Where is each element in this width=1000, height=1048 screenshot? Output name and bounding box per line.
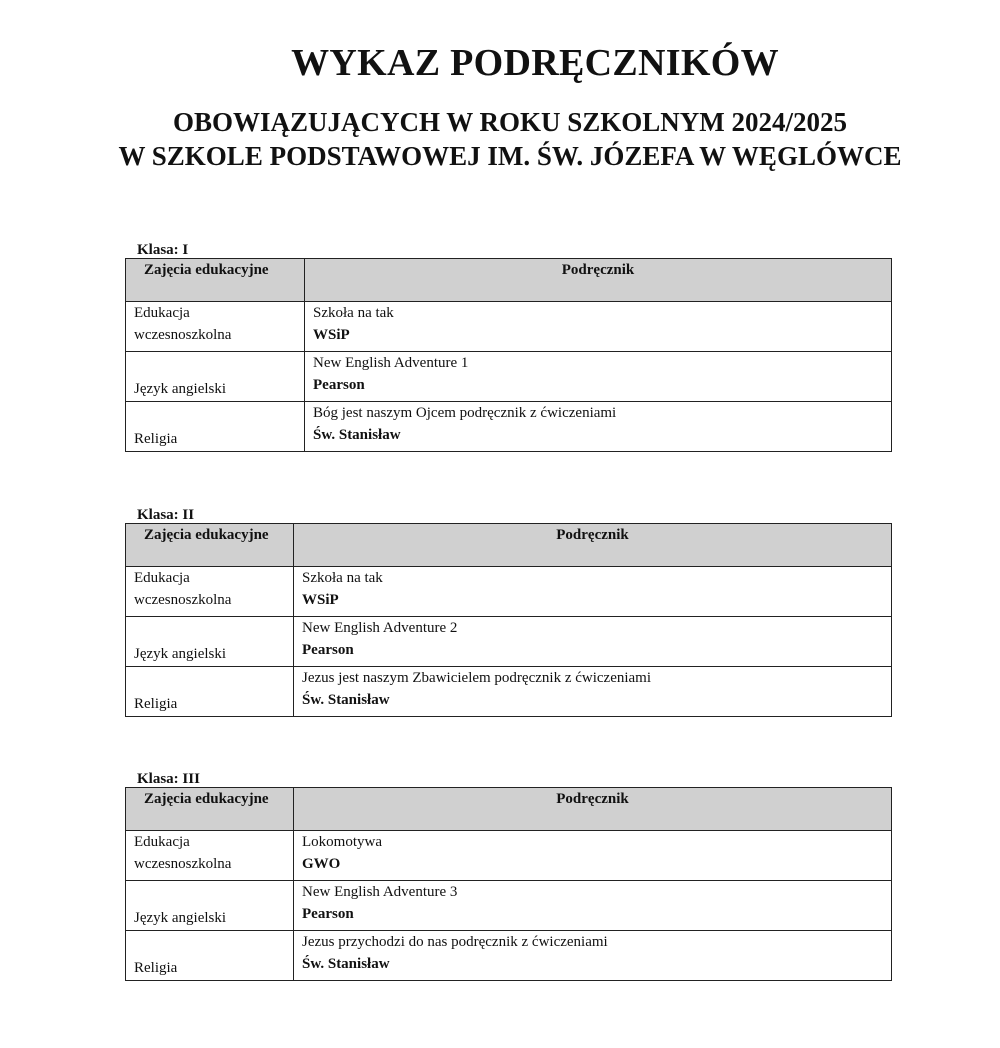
subject-line: wczesnoszkolna <box>134 327 232 343</box>
book-publisher: Św. Stanisław <box>302 692 390 708</box>
book-cell <box>294 667 892 717</box>
subject-name: Religia <box>134 696 178 712</box>
book-title: Szkoła na tak <box>302 570 383 586</box>
subject-line: wczesnoszkolna <box>134 856 232 872</box>
book-publisher: Pearson <box>302 906 354 922</box>
book-cell <box>294 881 892 931</box>
book-title: Bóg jest naszym Ojcem podręcznik z ćwiczeniami <box>313 405 617 421</box>
book-publisher: WSiP <box>313 327 350 343</box>
textbook-table <box>125 787 892 981</box>
column-header-book: Podręcznik <box>294 788 892 831</box>
table-row <box>126 667 892 717</box>
subject-cell <box>126 402 305 452</box>
subject-name: Język angielski <box>134 646 227 662</box>
book-cell <box>294 831 892 881</box>
subject-cell <box>126 302 305 352</box>
document-subtitle <box>0 105 1000 173</box>
subject-cell <box>126 567 294 617</box>
table-row <box>126 881 892 931</box>
book-cell <box>294 931 892 981</box>
subject-cell <box>126 352 305 402</box>
book-cell <box>305 402 892 452</box>
subject-cell <box>126 881 294 931</box>
subject-cell <box>126 831 294 881</box>
document-title: WYKAZ PODRĘCZNIKÓW <box>291 42 779 84</box>
table-row <box>126 831 892 881</box>
table-row <box>126 617 892 667</box>
subtitle-line-1: OBOWIĄZUJĄCYCH W ROKU SZKOLNYM 2024/2025 <box>172 107 848 137</box>
subject-line: Edukacja <box>134 570 190 586</box>
book-publisher: GWO <box>302 856 341 872</box>
book-title: Jezus jest naszym Zbawicielem podręcznik z ćwiczeniami <box>302 670 652 686</box>
column-header-book: Podręcznik <box>294 524 892 567</box>
table-row <box>126 302 892 352</box>
table-header-row <box>126 524 892 567</box>
book-cell <box>294 567 892 617</box>
column-header-subject: Zajęcia edukacyjne <box>126 788 294 831</box>
book-publisher: Św. Stanisław <box>313 427 401 443</box>
book-cell <box>305 302 892 352</box>
book-cell <box>305 352 892 402</box>
table-row <box>126 352 892 402</box>
subject-cell <box>126 667 294 717</box>
book-title: New English Adventure 1 <box>313 355 469 371</box>
table-header-row <box>126 259 892 302</box>
book-title: New English Adventure 3 <box>302 884 458 900</box>
column-header-subject: Zajęcia edukacyjne <box>126 524 294 567</box>
book-publisher: Pearson <box>313 377 365 393</box>
textbook-table <box>125 258 892 452</box>
table-row <box>126 402 892 452</box>
book-title: New English Adventure 2 <box>302 620 458 636</box>
subject-name: Język angielski <box>134 910 227 926</box>
book-title: Lokomotywa <box>302 834 382 850</box>
book-publisher: Św. Stanisław <box>302 956 390 972</box>
subject-line: Edukacja <box>134 834 190 850</box>
book-title: Szkoła na tak <box>313 305 394 321</box>
subject-line: wczesnoszkolna <box>134 592 232 608</box>
book-publisher: Pearson <box>302 642 354 658</box>
subtitle-line-2: W SZKOLE PODSTAWOWEJ IM. ŚW. JÓZEFA W WĘGLÓWCE <box>118 141 902 171</box>
textbook-table <box>125 523 892 717</box>
class-label: Klasa: III <box>137 771 200 787</box>
subject-cell <box>126 931 294 981</box>
table-row <box>126 931 892 981</box>
class-label: Klasa: II <box>137 507 195 523</box>
subject-name: Język angielski <box>134 381 227 397</box>
subject-name: Religia <box>134 960 178 976</box>
subject-cell <box>126 617 294 667</box>
column-header-book: Podręcznik <box>305 259 892 302</box>
book-cell <box>294 617 892 667</box>
subject-line: Edukacja <box>134 305 190 321</box>
book-publisher: WSiP <box>302 592 339 608</box>
table-row <box>126 567 892 617</box>
subject-name: Religia <box>134 431 178 447</box>
table-header-row <box>126 788 892 831</box>
class-label: Klasa: I <box>137 242 189 258</box>
column-header-subject: Zajęcia edukacyjne <box>126 259 305 302</box>
book-title: Jezus przychodzi do nas podręcznik z ćwiczeniami <box>302 934 608 950</box>
